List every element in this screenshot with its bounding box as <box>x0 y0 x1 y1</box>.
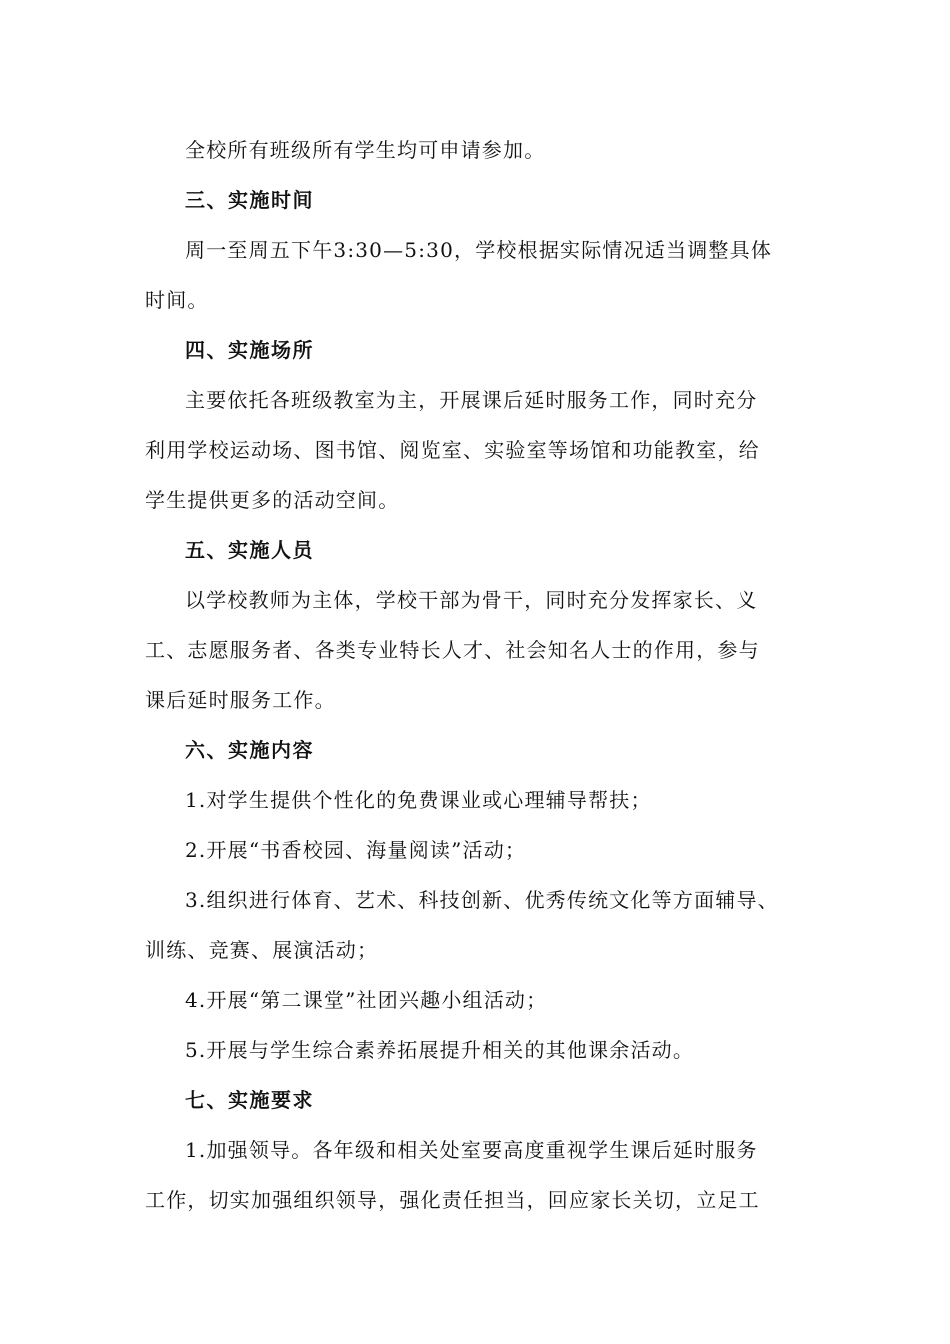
section-heading: 六、实施内容 <box>185 738 314 762</box>
list-item-line: 工作，切实加强组织领导，强化责任担当，回应家长关切，立足工 <box>145 1188 760 1212</box>
section-heading: 七、实施要求 <box>185 1088 314 1112</box>
list-item-line: 2.开展“书香校园、海量阅读”活动； <box>185 838 527 862</box>
section-heading: 三、实施时间 <box>185 188 314 212</box>
list-item-line: 5.开展与学生综合素养拓展提升相关的其他课余活动。 <box>185 1038 695 1062</box>
list-item-line: 1.加强领导。各年级和相关处室要高度重视学生课后延时服务 <box>185 1138 758 1162</box>
list-item-line: 1.对学生提供个性化的免费课业或心理辅导帮扶； <box>185 788 652 812</box>
paragraph-line: 利用学校运动场、图书馆、阅览室、实验室等场馆和功能教室，给 <box>145 438 760 462</box>
paragraph-line: 学生提供更多的活动空间。 <box>145 488 400 512</box>
paragraph-line: 主要依托各班级教室为主，开展课后延时服务工作，同时充分 <box>185 388 758 412</box>
list-item-line: 4.开展“第二课堂”社团兴趣小组活动； <box>185 988 548 1012</box>
paragraph-line: 工、志愿服务者、各类专业特长人才、社会知名人士的作用，参与 <box>145 638 760 662</box>
section-heading: 四、实施场所 <box>185 338 314 362</box>
section-heading: 五、实施人员 <box>185 538 314 562</box>
list-item-line: 训练、竞赛、展演活动； <box>145 938 379 962</box>
paragraph-line: 以学校教师为主体，学校干部为骨干，同时充分发挥家长、义 <box>185 588 758 612</box>
list-item-line: 3.组织进行体育、艺术、科技创新、优秀传统文化等方面辅导、 <box>185 888 779 912</box>
paragraph-line: 周一至周五下午3:30—5:30，学校根据实际情况适当调整具体 <box>185 238 773 262</box>
paragraph-line: 全校所有班级所有学生均可申请参加。 <box>185 138 546 162</box>
paragraph-line: 时间。 <box>145 288 209 312</box>
paragraph-line: 课后延时服务工作。 <box>145 688 336 712</box>
document-body <box>145 125 805 1225</box>
